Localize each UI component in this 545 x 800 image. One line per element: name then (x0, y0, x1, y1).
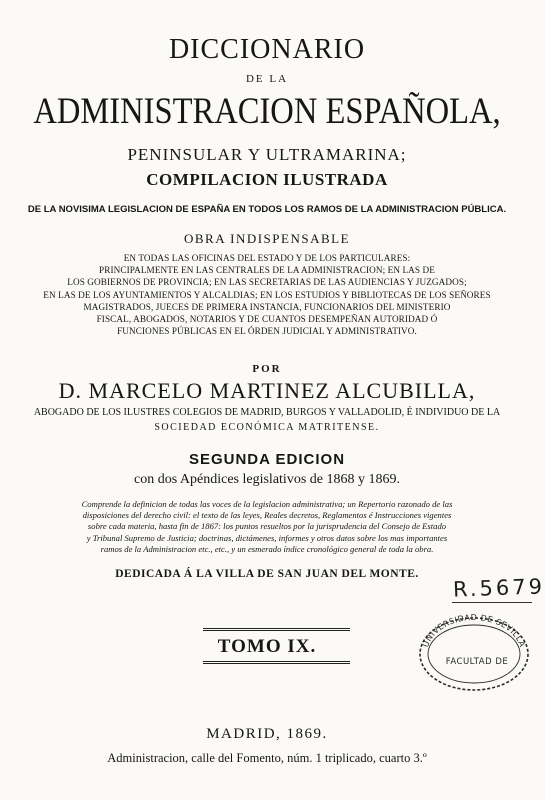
edition-appendices: con dos Apéndices legislativos de 1868 y 1869. (134, 472, 400, 487)
title-peninsular: PENINSULAR Y ULTRAMARINA; (127, 145, 407, 164)
shelfmark-underline (452, 602, 532, 603)
volume-label: TOMO IX. (217, 636, 317, 657)
stamp-bottom-text: FACULTAD DE (445, 657, 509, 667)
imprint-address: Administracion, calle del Fomento, núm. 1 triplicado, cuarto 3.º (107, 751, 427, 765)
comprises-line: y Tribunal Supremo de Justicia; doctrinas, dictámenes, informes y otros datos sobre los mas importantes (86, 532, 448, 543)
shelfmark: R.5679 (452, 574, 545, 602)
description-block (14, 252, 520, 337)
description-line: PRINCIPALMENTE EN LAS CENTRALES DE LA ADMINISTRACION; EN LAS DE (99, 265, 435, 276)
description-line: FUNCIONES PÚBLICAS EN EL ÓRDEN JUDICIAL Y ADMINISTRATIVO. (117, 326, 417, 337)
stamp-top-text: UNIVERSIDAD DE SEVILLA (421, 612, 527, 649)
author-por: POR (252, 363, 282, 375)
tagline: OBRA INDISPENSABLE (183, 231, 351, 246)
dedication: DEDICADA Á LA VILLA DE SAN JUAN DEL MONTE. (115, 568, 419, 580)
comprises-line: ramos de la Administracion etc., etc., y un esmerado índice cronológico general de toda la obra. (100, 543, 434, 554)
description-line: LOS GOBIERNOS DE PROVINCIA; EN LAS SECRETARIAS DE LAS AUDIENCIAS Y JUZGADOS; (67, 277, 467, 288)
author-name: D. MARCELO MARTINEZ ALCUBILLA, (58, 378, 476, 403)
title-subtitle: DE LA NOVISIMA LEGISLACION DE ESPAÑA EN TODOS LOS RAMOS DE LA ADMINISTRACION PÚBLICA. (27, 204, 507, 215)
edition-label: SEGUNDA EDICION (188, 451, 346, 468)
title-main: ADMINISTRACION ESPAÑOLA, (33, 91, 501, 132)
description-line: EN LAS DE LOS AYUNTAMIENTOS Y ALCALDIAS; EN LOS ESTUDIOS Y BIBLIOTECAS DE LOS SEÑORES (43, 289, 491, 300)
description-line: MAGISTRADOS, JUECES DE PRIMERA INSTANCIA, FUNCIONARIOS DEL MINISTERIO (83, 301, 451, 312)
library-stamp (415, 610, 533, 692)
author-affiliation (10, 405, 524, 435)
title-de-la: DE LA (245, 73, 289, 85)
description-line: FISCAL, ABOGADOS, NOTARIOS Y DE CUANTOS DESEMPEÑAN AUTORIDAD Ó (96, 314, 438, 325)
comprises-line: disposiciones del derecho civil: el texto de las leyes, Reales decretos, Reglamentos é Instrucciones vigentes (82, 510, 452, 521)
comprises-line: sobre cada materia, hasta fin de 1867: los puntos resueltos por la jurisprudencia del Consejo de Estado (87, 521, 447, 532)
comprises-block (20, 499, 514, 555)
comprises-line: Comprende la definicion de todas las voces de la legislacion administrativa; un Repertorio razonado de las (81, 499, 453, 509)
description-line: EN TODAS LAS OFICINAS DEL ESTADO Y DE LOS PARTICULARES: (123, 253, 411, 263)
title-compilacion: COMPILACION ILUSTRADA (146, 170, 388, 189)
title-diccionario: DICCIONARIO (168, 34, 366, 65)
imprint-place-year: MADRID, 1869. (206, 726, 328, 742)
affiliation-line: ABOGADO DE LOS ILUSTRES COLEGIOS DE MADRID, BURGOS Y VALLADOLID, É INDIVIDUO DE LA (33, 407, 501, 418)
affiliation-line: SOCIEDAD ECONÓMICA MATRITENSE. (154, 422, 380, 433)
svg-text:UNIVERSIDAD DE SEVILLA (421, 613, 527, 649)
